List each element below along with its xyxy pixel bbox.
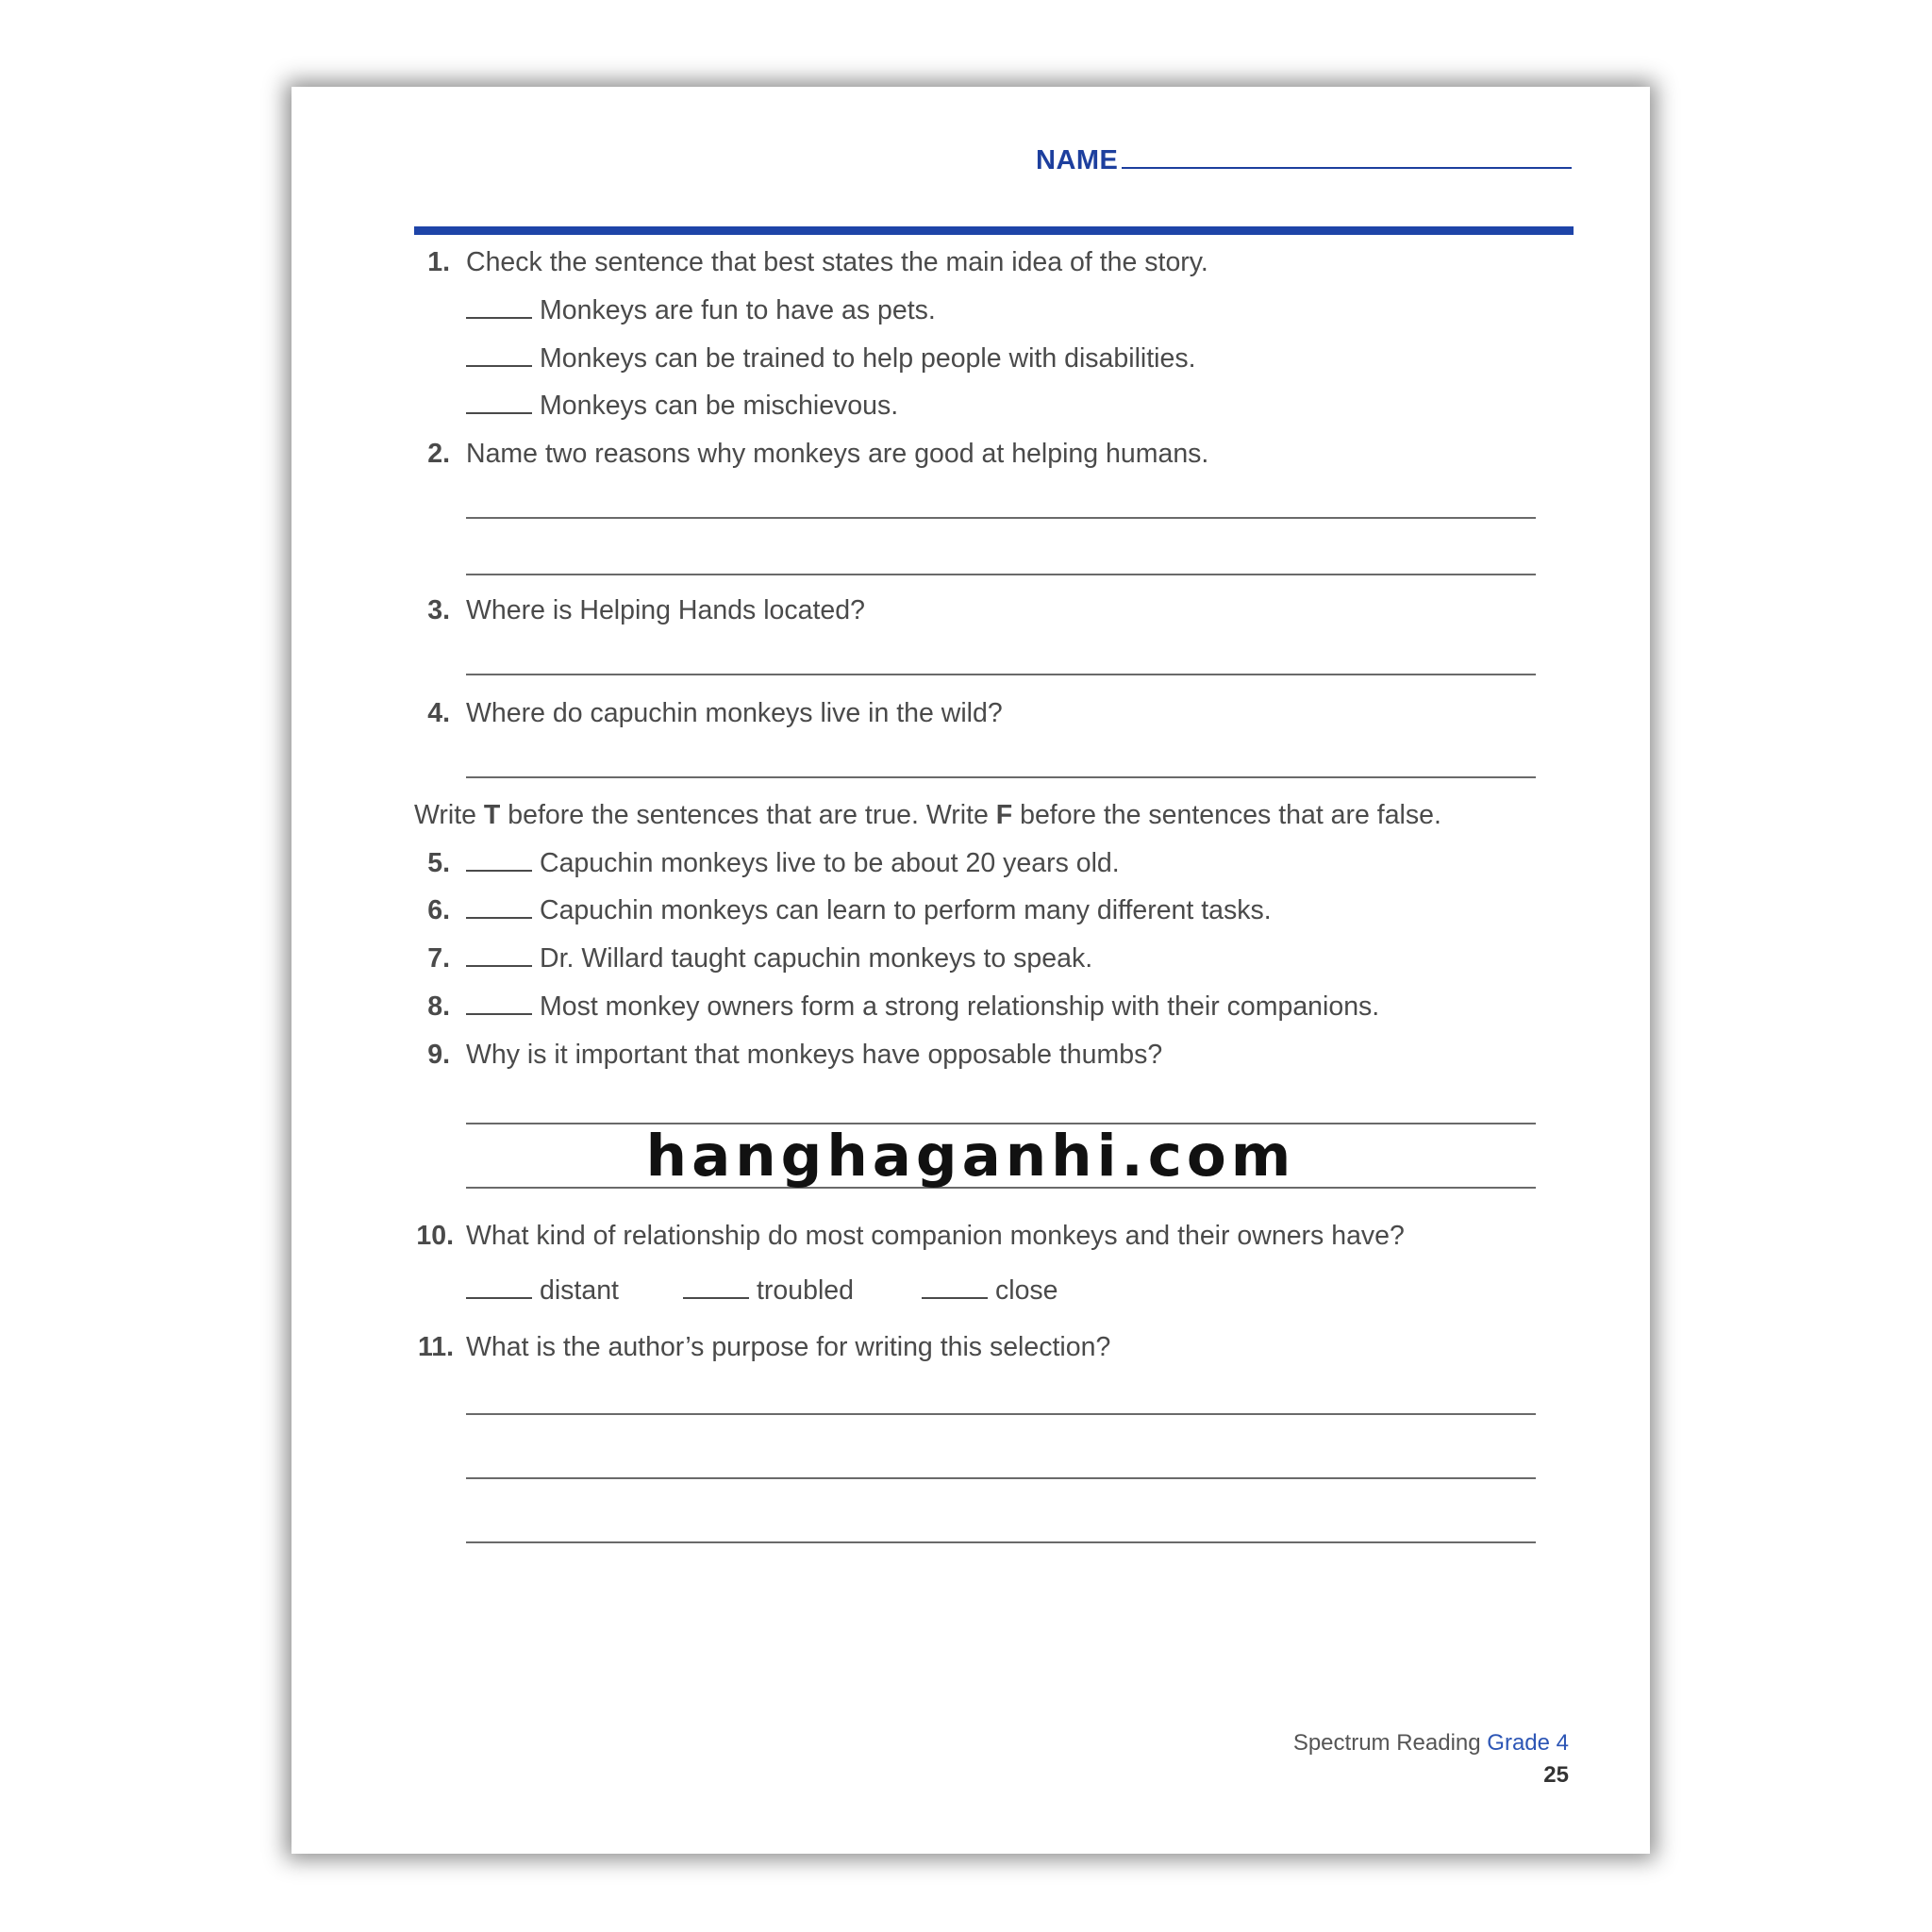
answer-blank[interactable] — [466, 317, 532, 319]
footer-grade: Grade 4 — [1487, 1730, 1569, 1756]
question-3-text: Where is Helping Hands located? — [466, 595, 865, 625]
header-rule — [414, 226, 1574, 235]
question-10-text: What kind of relationship do most companion monkeys and their owners have? — [466, 1221, 1405, 1251]
question-1-text: Check the sentence that best states the main idea of the story. — [466, 247, 1208, 277]
question-9-number: 9. — [427, 1040, 450, 1070]
question-8-statement: Most monkey owners form a strong relationship with their companions. — [466, 991, 1379, 1023]
question-4-text: Where do capuchin monkeys live in the wild? — [466, 698, 1003, 728]
answer-line[interactable] — [466, 1477, 1536, 1479]
answer-blank[interactable] — [922, 1297, 988, 1299]
name-label: NAME — [1036, 145, 1119, 175]
question-10-option-1: distant — [466, 1275, 619, 1307]
question-6-statement: Capuchin monkeys can learn to perform many different tasks. — [466, 895, 1272, 926]
question-1-option-2: Monkeys can be trained to help people with disabilities. — [466, 343, 1196, 375]
question-5-number: 5. — [427, 848, 450, 878]
answer-line[interactable] — [466, 574, 1536, 575]
question-1-option-3: Monkeys can be mischievous. — [466, 391, 898, 422]
answer-line[interactable] — [466, 1541, 1536, 1543]
answer-blank[interactable] — [466, 965, 532, 967]
answer-blank[interactable] — [466, 917, 532, 919]
answer-line[interactable] — [466, 517, 1536, 519]
question-10-number: 10. — [416, 1221, 454, 1251]
answer-line[interactable] — [466, 776, 1536, 778]
page-number: 25 — [1543, 1762, 1569, 1788]
answer-blank[interactable] — [466, 870, 532, 872]
question-7-statement: Dr. Willard taught capuchin monkeys to speak. — [466, 943, 1092, 974]
question-11-number: 11. — [417, 1332, 454, 1362]
question-5-statement: Capuchin monkeys live to be about 20 years old. — [466, 848, 1120, 879]
footer-series: Spectrum Reading Grade 4 — [1292, 1730, 1569, 1756]
question-6-number: 6. — [427, 895, 450, 925]
answer-blank[interactable] — [466, 1297, 532, 1299]
question-1-option-1: Monkeys are fun to have as pets. — [466, 295, 936, 326]
answer-blank[interactable] — [466, 365, 532, 367]
question-4-number: 4. — [427, 698, 450, 728]
question-3-number: 3. — [427, 595, 450, 625]
question-9-text: Why is it important that monkeys have opposable thumbs? — [466, 1040, 1163, 1070]
question-1-number: 1. — [427, 247, 450, 277]
name-field[interactable] — [1122, 167, 1572, 169]
question-10-option-2: troubled — [683, 1275, 854, 1307]
answer-blank[interactable] — [683, 1297, 749, 1299]
answer-blank[interactable] — [466, 412, 532, 414]
question-2-text: Name two reasons why monkeys are good at helping humans. — [466, 439, 1209, 469]
watermark-text: hanghaganhi.com — [645, 1123, 1296, 1190]
answer-line[interactable] — [466, 1413, 1536, 1415]
question-10-option-3: close — [922, 1275, 1058, 1307]
question-8-number: 8. — [427, 991, 450, 1022]
question-11-text: What is the author’s purpose for writing this selection? — [466, 1332, 1111, 1362]
true-false-instructions: Write T before the sentences that are true. Write F before the sentences that are false. — [414, 800, 1441, 830]
worksheet-page — [291, 87, 1650, 1854]
answer-line[interactable] — [466, 674, 1536, 675]
question-2-number: 2. — [427, 439, 450, 469]
question-7-number: 7. — [427, 943, 450, 974]
answer-blank[interactable] — [466, 1013, 532, 1015]
